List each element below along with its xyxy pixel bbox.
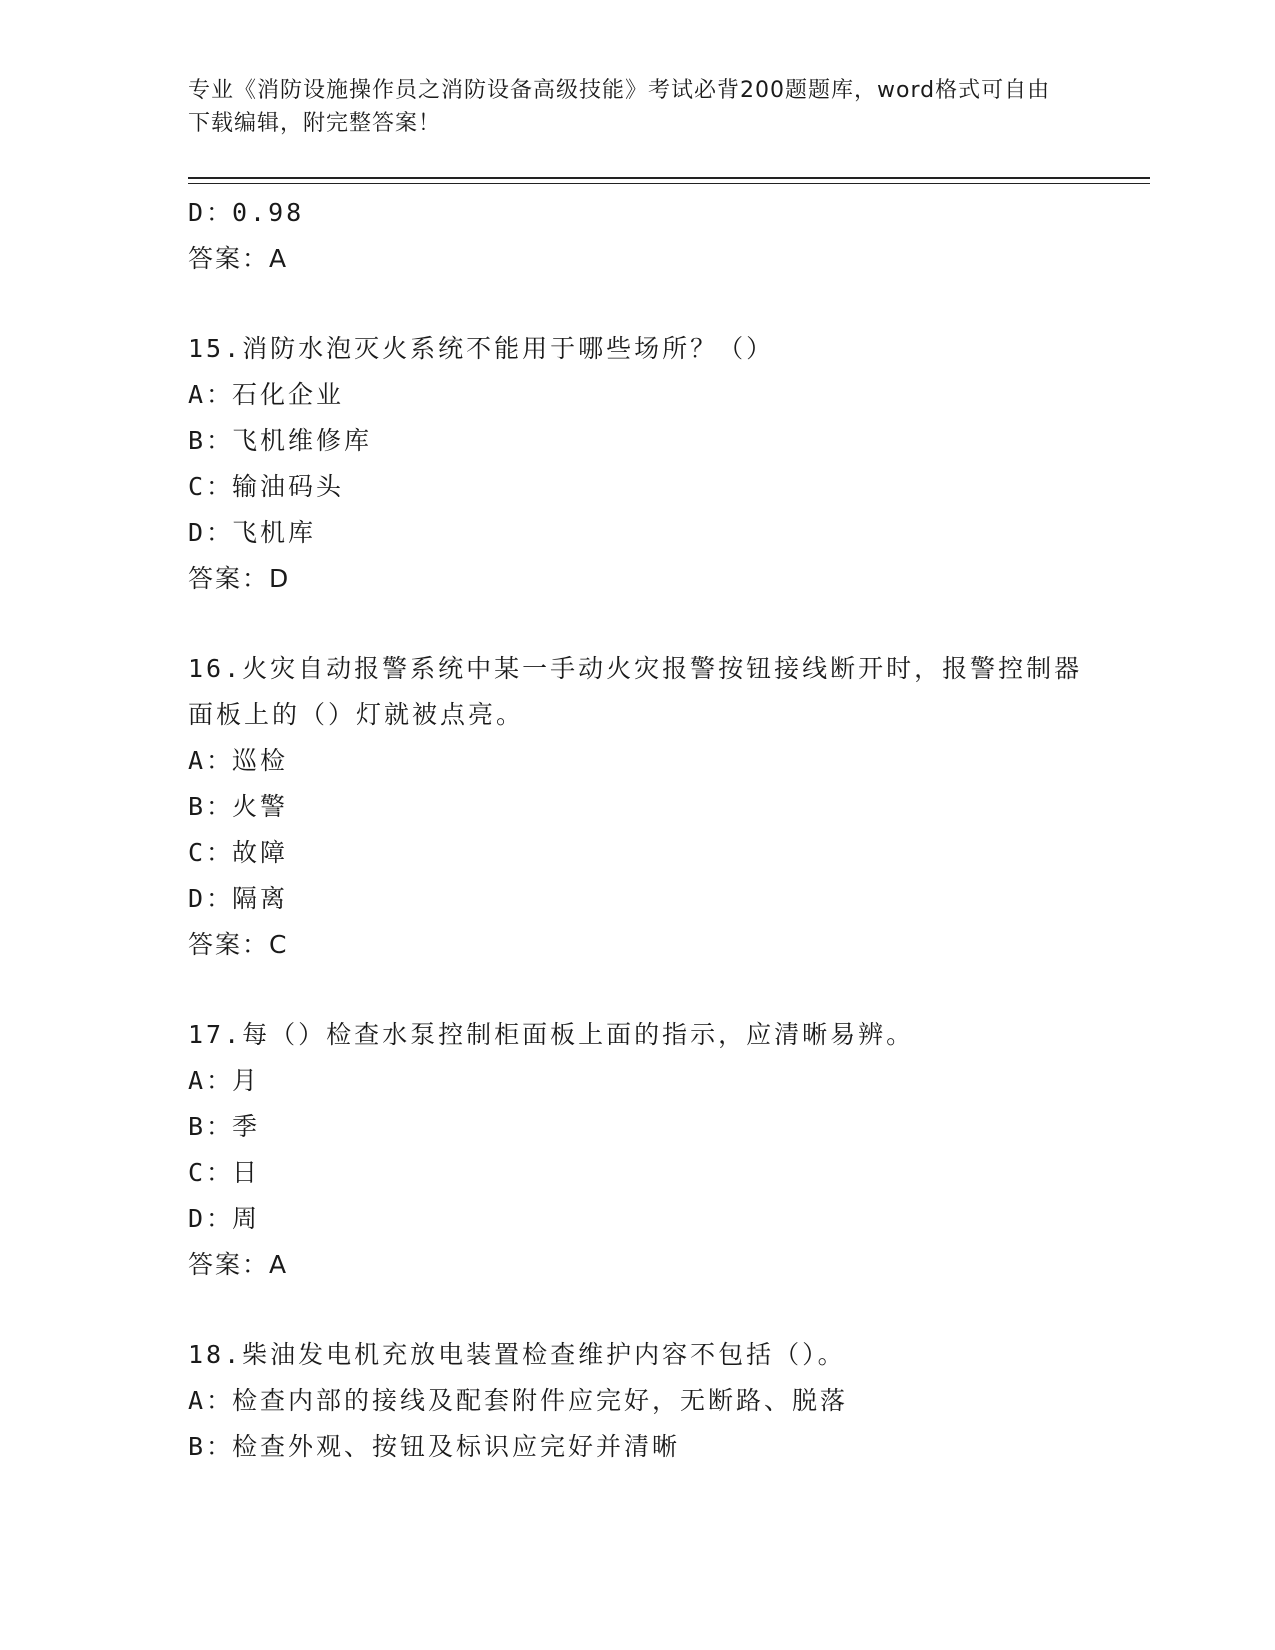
option-text: 飞机维修库: [232, 426, 373, 455]
option-label: C：: [188, 838, 235, 867]
option-row: [188, 1058, 1088, 1104]
option-label: D：: [188, 518, 235, 547]
option-row: [188, 418, 1088, 464]
option-text: 火警: [232, 792, 289, 821]
option-row: [188, 372, 1088, 418]
question-block: [188, 1012, 1088, 1288]
question-block: [188, 646, 1088, 968]
option-label: B：: [188, 1112, 235, 1141]
option-row: [188, 738, 1088, 784]
option-row: [188, 1378, 1088, 1424]
answer-line: 答案：A: [188, 1250, 289, 1279]
option-row: [188, 830, 1088, 876]
option-row: [188, 1424, 1088, 1470]
option-label: A：: [188, 746, 235, 775]
option-label: A：: [188, 1066, 235, 1095]
option-row: [188, 784, 1088, 830]
option-text: 日: [232, 1158, 261, 1187]
answer-line: 答案：D: [188, 564, 291, 593]
question-text: 15.消防水泡灭火系统不能用于哪些场所？（）: [188, 334, 775, 363]
option-label: C：: [188, 472, 235, 501]
option-text: 故障: [232, 838, 289, 867]
option-text: 季: [232, 1112, 261, 1141]
option-row: [188, 1150, 1088, 1196]
option-label: D：: [188, 198, 235, 227]
option-text: 检查内部的接线及配套附件应完好，无断路、脱落: [232, 1386, 849, 1415]
question-text: 17.每（）检查水泵控制柜面板上面的指示，应清晰易辨。: [188, 1020, 915, 1049]
option-text: 输油码头: [232, 472, 345, 501]
option-label: C：: [188, 1158, 235, 1187]
option-label: B：: [188, 792, 235, 821]
option-text: 检查外观、按钮及标识应完好并清晰: [232, 1432, 681, 1461]
option-label: A：: [188, 1386, 235, 1415]
option-text: 飞机库: [232, 518, 317, 547]
option-text: 0.98: [232, 198, 305, 227]
option-row: [188, 1196, 1088, 1242]
option-label: D：: [188, 884, 235, 913]
option-row: [188, 190, 1088, 236]
option-text: 周: [232, 1204, 261, 1233]
option-label: B：: [188, 426, 235, 455]
document-body: [188, 190, 1088, 1470]
header-rule-thin: [188, 183, 1150, 184]
option-row: [188, 1104, 1088, 1150]
question-block: [188, 1332, 1088, 1470]
question-text: 18.柴油发电机充放电装置检查维护内容不包括（）。: [188, 1340, 846, 1369]
header-rule-thick: [188, 177, 1150, 179]
answer-line: 答案：C: [188, 930, 289, 959]
option-text: 石化企业: [232, 380, 345, 409]
answer-line: 答案：A: [188, 244, 289, 273]
option-label: B：: [188, 1432, 235, 1461]
question-block: [188, 326, 1088, 602]
option-row: [188, 510, 1088, 556]
option-row: [188, 876, 1088, 922]
option-text: 巡检: [232, 746, 289, 775]
question-text: 16.火灾自动报警系统中某一手动火灾报警按钮接线断开时，报警控制器面板上的（）灯就被点亮。: [188, 654, 1083, 729]
header-title: 专业《消防设施操作员之消防设备高级技能》考试必背200题题库，word格式可自由下载编辑，附完整答案！: [188, 78, 1051, 136]
option-row: [188, 464, 1088, 510]
document-header: [188, 74, 1068, 140]
option-label: D：: [188, 1204, 235, 1233]
option-text: 月: [232, 1066, 261, 1095]
option-label: A：: [188, 380, 235, 409]
option-text: 隔离: [232, 884, 289, 913]
